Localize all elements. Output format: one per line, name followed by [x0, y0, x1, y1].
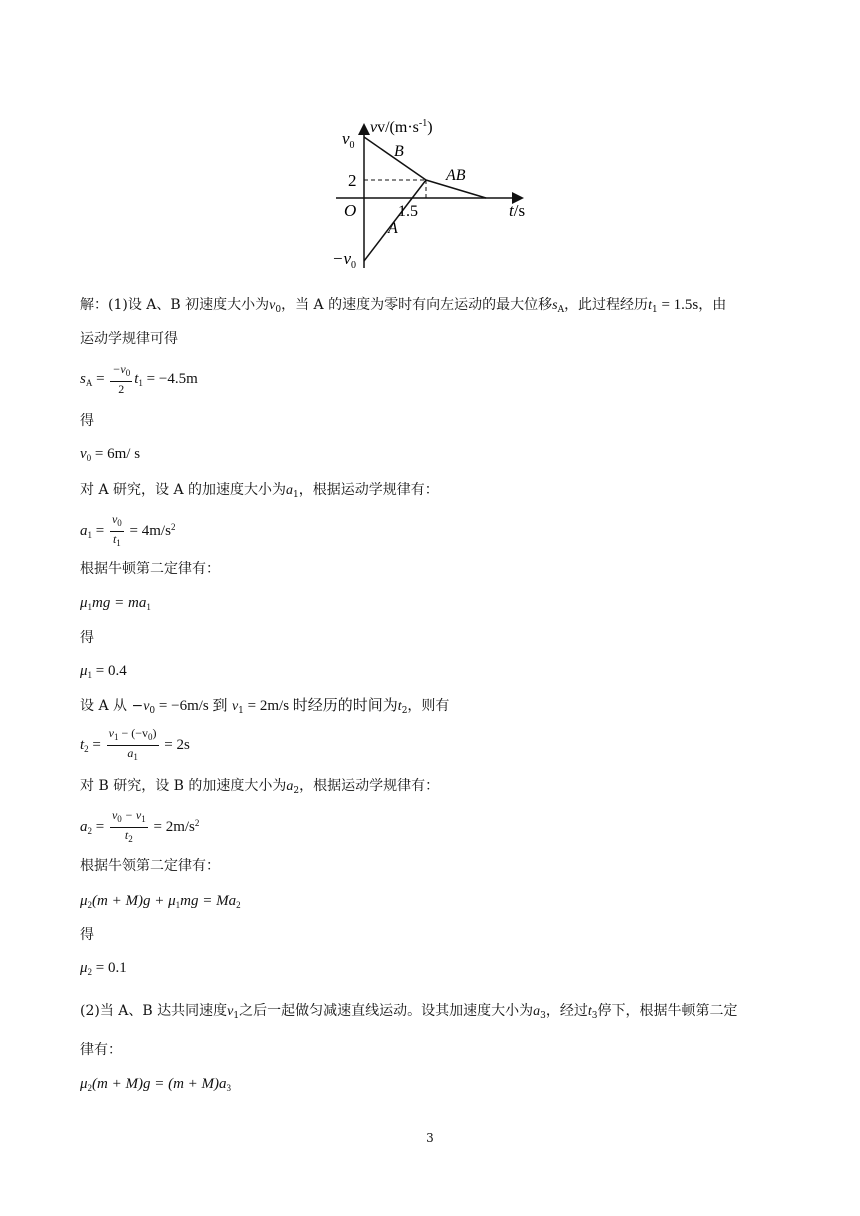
solution-line-4: 得: [80, 413, 94, 429]
line-b-label: B: [394, 143, 404, 160]
solution-line-8: 根据牛顿第二定律有：: [80, 561, 220, 577]
equation-mu1: $\mu_1mg = ma_1$: [80, 595, 151, 612]
solution-line-16: 根据牛领第二定律有：: [80, 858, 220, 874]
equation-mu2: $\mu_2(m + M)g + \mu_1mg = Ma_2$: [80, 893, 241, 910]
line-ab-label: AB: [446, 167, 466, 184]
equation-v0: $v_0 = 6m/$ s: [80, 446, 141, 463]
page-number: 3: [426, 1131, 434, 1145]
solution-line-12: 设 A 从 $-v_0 = -6m/s$ 到 $v_1 = 2m/s$ 时经历的时间为$t_2$，则有: [80, 698, 450, 716]
v-t-graph: [326, 118, 536, 278]
line-a-label: A: [388, 220, 398, 237]
two-label: 2: [348, 171, 357, 190]
solution-line-10: 得: [80, 630, 94, 646]
equation-mu1-value: $\mu_1 = 0.4$: [80, 663, 127, 680]
equation-mu2-a3: $\mu_2(m + M)g = (m + M)a_3$: [80, 1076, 232, 1093]
solution-line-2: 运动学规律可得: [80, 331, 178, 347]
neg-v0-label: $-v_0$: [332, 249, 357, 271]
solution-line-21: 律有：: [80, 1042, 122, 1058]
y-axis-label: $vv/(m\cdot s^{-1})$: [370, 118, 433, 136]
t-axis-label: t/s: [509, 201, 526, 220]
equation-sa: $s_A$ = $\frac{-v_0}{2}$ $t_1 = -4.5m$: [80, 362, 198, 396]
tick-label: 1.5: [398, 203, 418, 220]
equation-a1: $a_1$ = $\frac{v_0}{t_1}$ = $4m/s^2$: [80, 512, 176, 548]
origin-label: O: [344, 201, 357, 220]
v0-label: $v_0$: [342, 129, 355, 151]
equation-a2: $a_2$ = $\frac{v_0 - v_1}{t_2}$ = $2m/s^2$: [80, 808, 200, 844]
equation-mu2-value: $\mu_2 = 0.1$: [80, 960, 127, 977]
solution-line-1: 解：(1)设 A、B 初速度大小为$v_0$，当 A 的速度为零时有向左运动的最大位移$s_A$，此过程经历$t_1 = 1.5s$，由: [80, 297, 727, 315]
solution-line-14: 对 B 研究，设 B 的加速度大小为$a_2$，根据运动学规律有：: [80, 778, 440, 796]
solution-line-20: (2)当 A、B 达共同速度$v_1$之后一起做匀减速直线运动。设其加速度大小为$a_3$，经过$t_3$停下，根据牛顿第二定: [80, 1003, 738, 1021]
equation-t2: $t_2$ = $\frac{v_1 - (-v_0)}{a_1}$ = 2s: [80, 726, 190, 762]
solution-line-6: 对 A 研究，设 A 的加速度大小为$a_1$，根据运动学规律有：: [80, 482, 439, 500]
solution-line-18: 得: [80, 927, 94, 943]
